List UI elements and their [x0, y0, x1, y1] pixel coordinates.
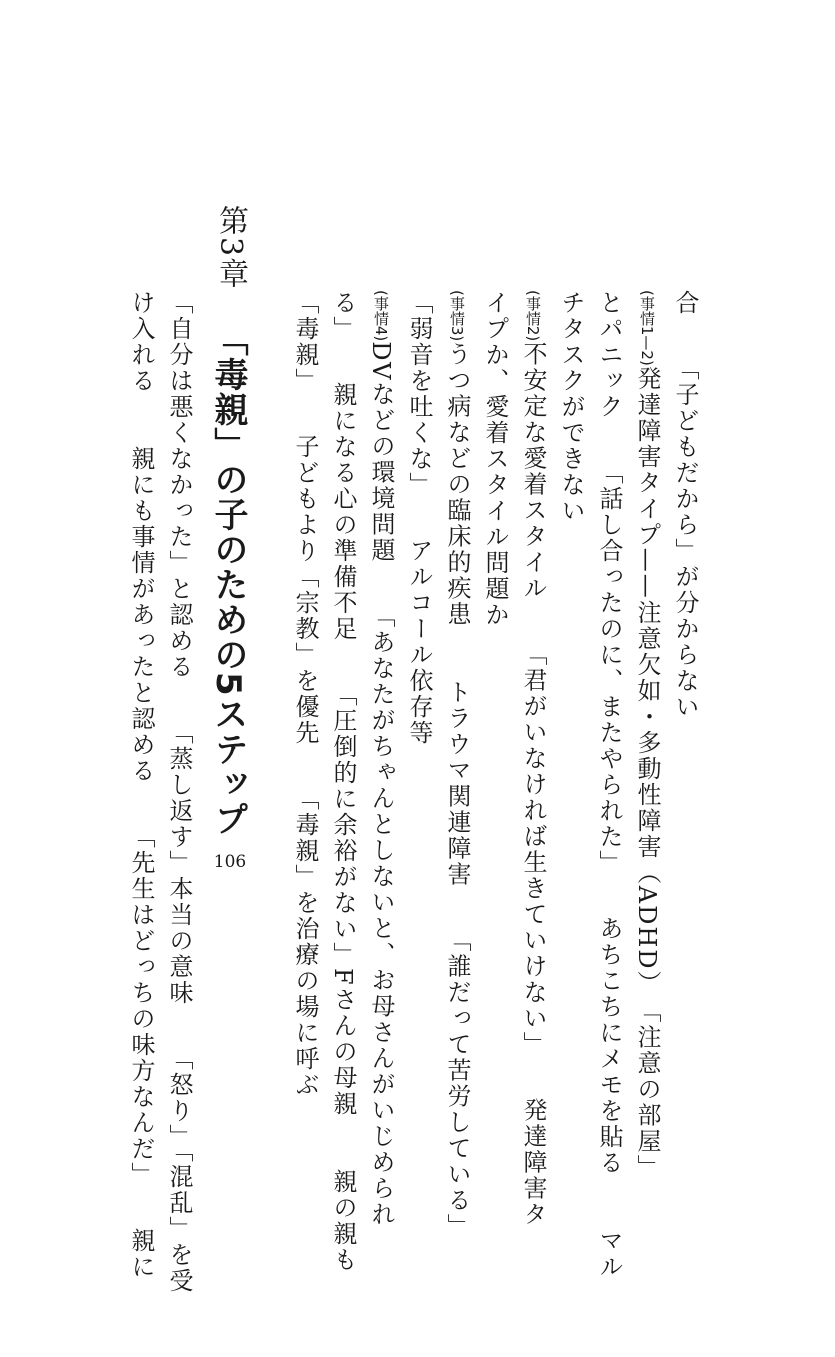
toc-line-text: イプか、愛着スタイル問題か — [481, 290, 509, 628]
case-tag: (事情2) — [524, 290, 542, 342]
toc-line-4 — [554, 290, 588, 524]
toc-line-text: 不安定な愛着スタイル 「君がいなければ生きていけない」 発達障害タ — [519, 341, 547, 1228]
case-tag: (事情4) — [372, 290, 390, 342]
toc-line-12 — [162, 290, 196, 1294]
toc-line-text: DVなどの環境問題 「あなたがちゃんとしないと、お母さんがいじめられ — [367, 341, 395, 1228]
toc-line-11 — [288, 290, 322, 1098]
toc-line-text: チタスクができない — [557, 290, 585, 524]
toc-line-9 — [364, 290, 398, 1227]
page-number: 106 — [213, 852, 247, 872]
toc-line-text: 「毒親」 子どもより「宗教」を優先 「毒親」を治療の場に呼ぶ — [291, 290, 319, 1098]
toc-line-2 — [630, 290, 664, 1181]
case-tag: (事情3) — [448, 290, 466, 342]
toc-line-text: 「弱音を吐くな」 アルコール依存等 — [405, 290, 433, 746]
toc-line-13 — [124, 290, 158, 1280]
toc-line-7 — [440, 290, 474, 1239]
toc-line-8 — [402, 290, 436, 746]
toc-line-text: け入れる 親にも事情があったと認める 「先生はどっちの味方なんだ」 親に — [127, 290, 155, 1280]
chapter-title: 「毒親」の子のための5ステップ — [208, 322, 248, 837]
toc-line-text: とパニック 「話し合ったのに、またやられた」 あちこちにメモを貼る マル — [595, 290, 623, 1280]
toc-line-text: うつ病などの臨床的疾患 トラウマ関連障害 「誰だって苦労している」 — [443, 341, 471, 1240]
toc-line-6 — [478, 290, 512, 628]
toc-line-text: る」 親になる心の準備不足 「圧倒的に余裕がない」Fさんの母親 親の親も — [329, 290, 357, 1273]
toc-line-3 — [592, 290, 626, 1280]
toc-line-text: 発達障害タイプ——注意欠如・多動性障害（ADHD） 「注意の部屋」 — [633, 365, 661, 1181]
chapter-label: 第3章 — [213, 205, 248, 291]
toc-line-1 — [668, 290, 702, 720]
toc-line-10 — [326, 290, 360, 1273]
case-tag: (事情1—2) — [638, 290, 656, 366]
toc-line-5 — [516, 290, 550, 1227]
toc-line-text: 「自分は悪くなかった」と認める 「蒸し返す」本当の意味 「怒り」「混乱」を受 — [165, 290, 193, 1294]
toc-line-text: 合 「子どもだから」が分からない — [671, 290, 699, 720]
